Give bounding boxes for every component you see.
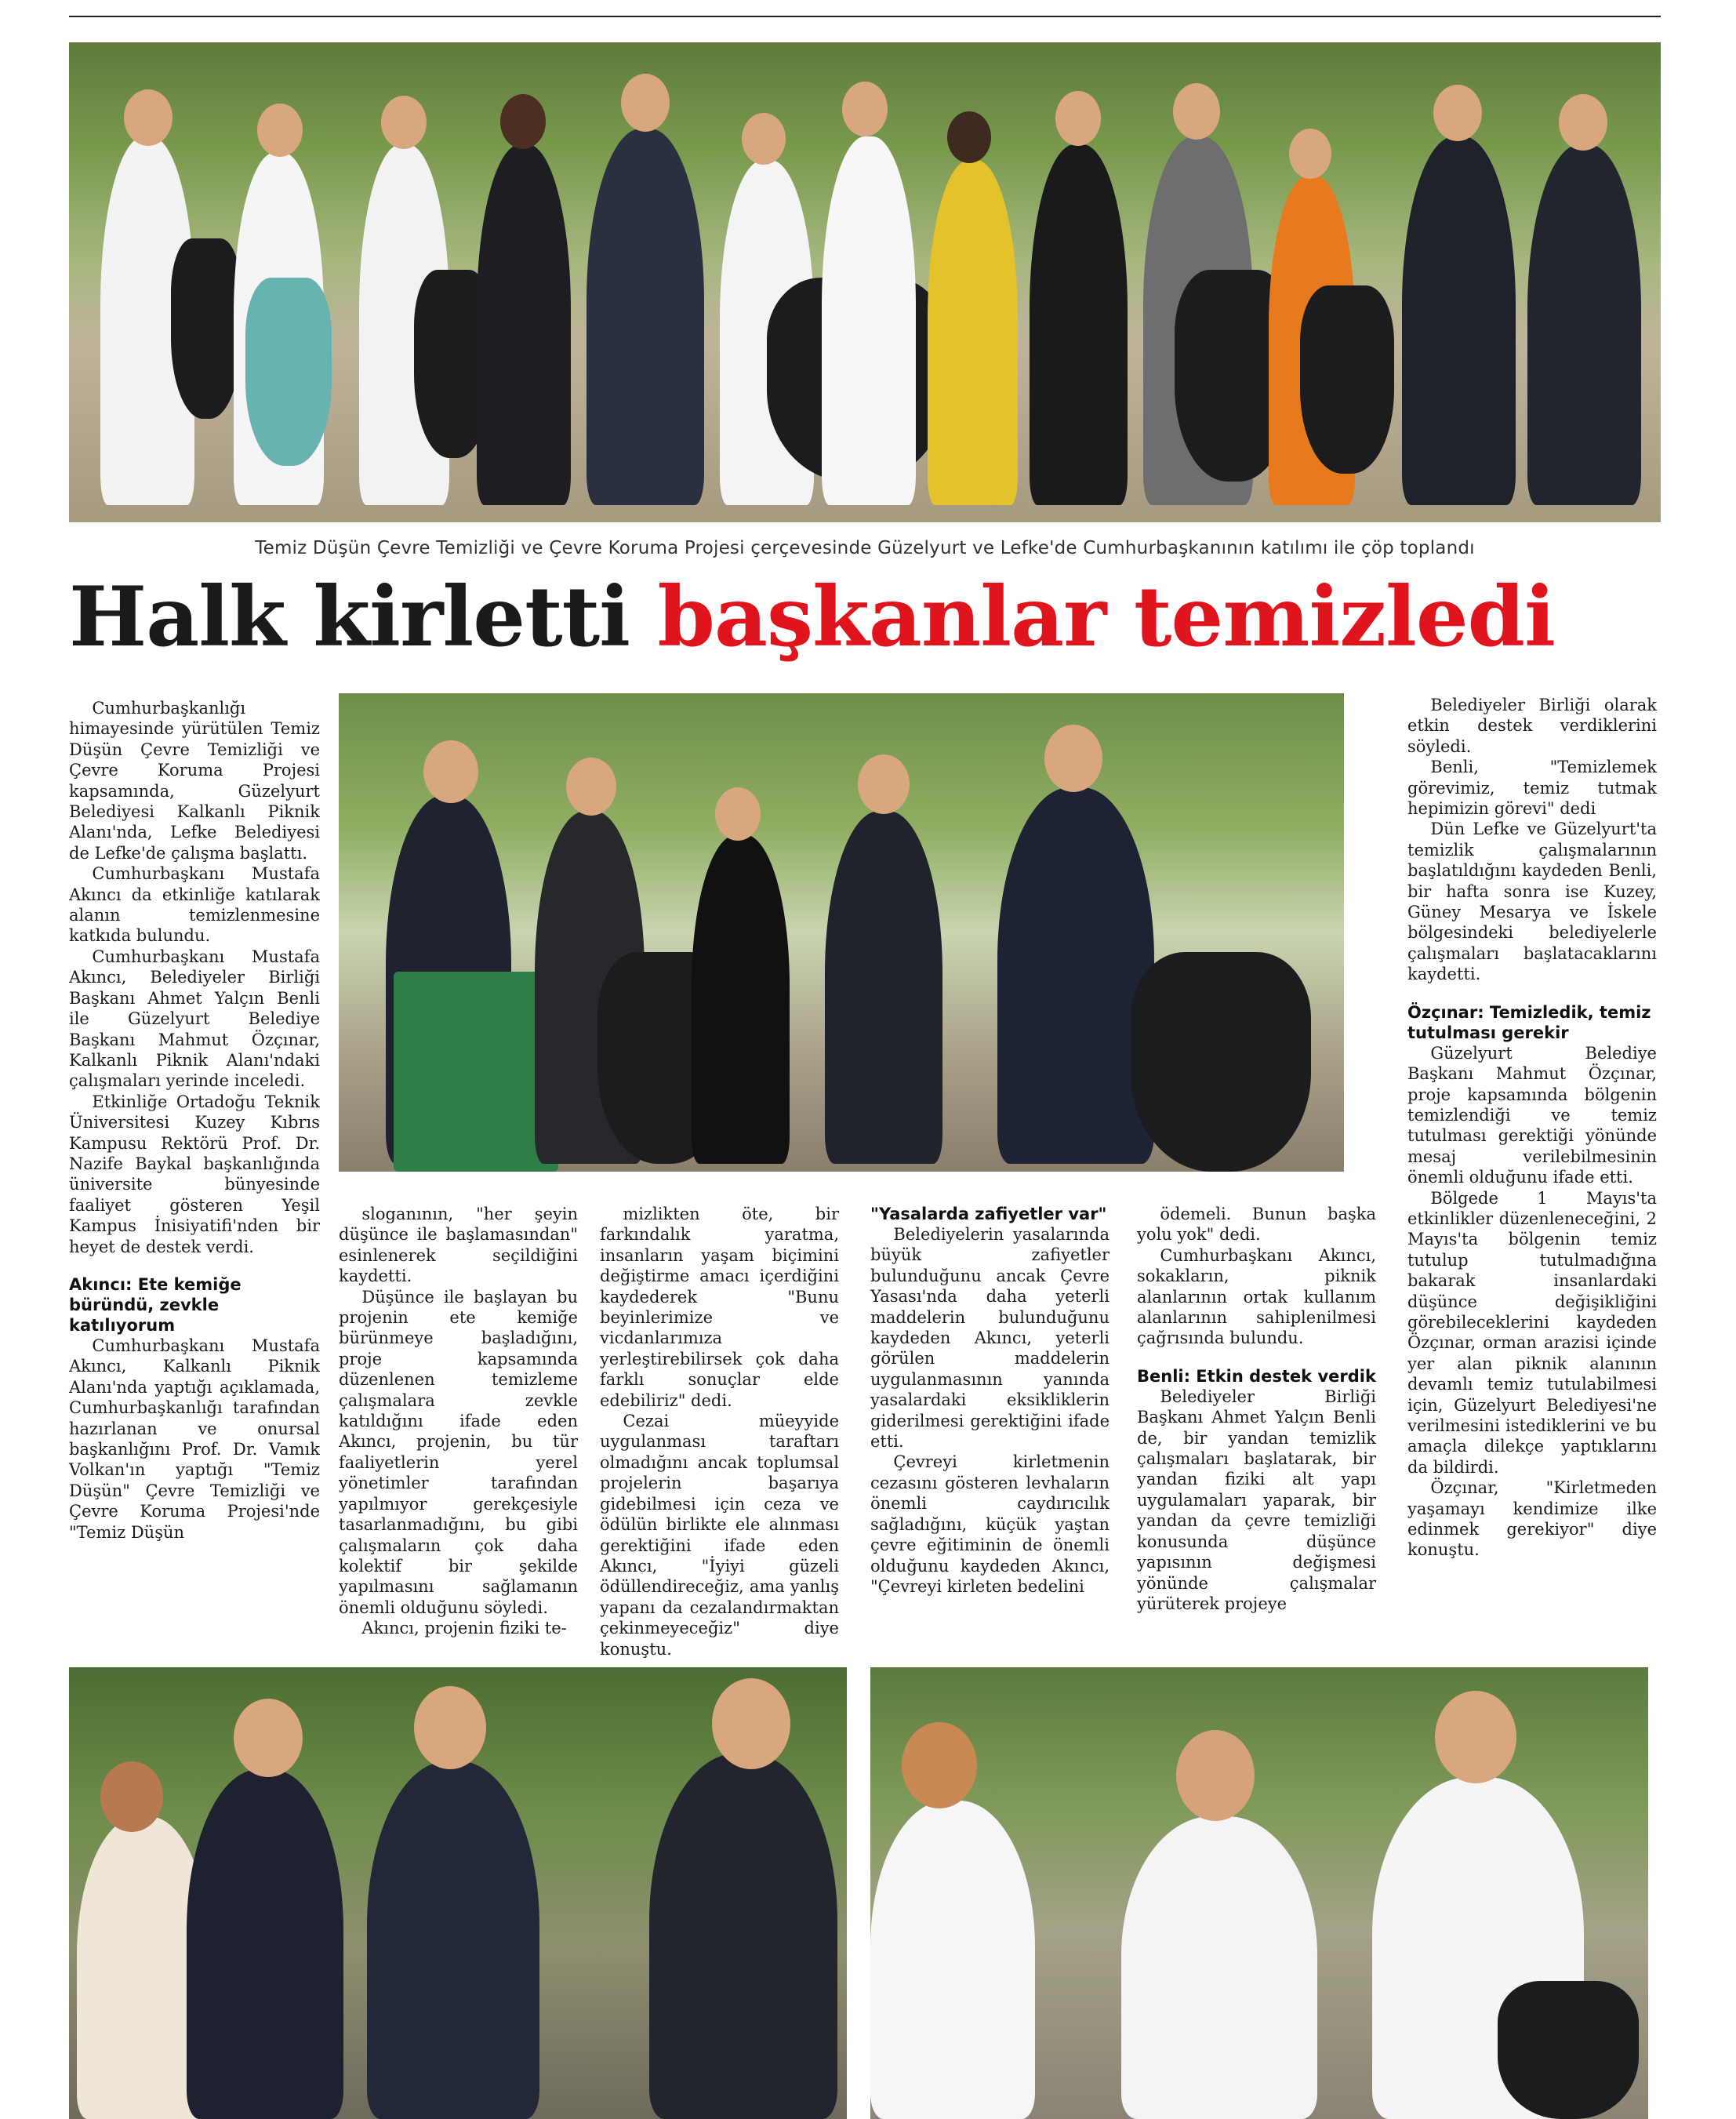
headline-part-black: Halk kirletti bbox=[69, 568, 630, 665]
photo-group bbox=[69, 42, 1661, 522]
photo-figure bbox=[1121, 1816, 1317, 2119]
article-paragraph: Etkinliğe Ortadoğu Teknik Üniversitesi Kuzey Kıbrıs Kampusu Rektörü Prof. Dr. Nazife Baykal başkanlığında üniversite bünyesinde faaliyet gösteren Yeşil Kampus İnisiyatifi'nden bir heyet de destek verdi. bbox=[69, 1092, 320, 1256]
photo-figure bbox=[822, 136, 916, 505]
article-column-5 bbox=[1137, 1204, 1376, 1614]
photo-figure-head bbox=[842, 82, 888, 136]
photo-figure-head bbox=[1433, 85, 1482, 141]
photo-figure-head bbox=[1435, 1691, 1516, 1783]
photo-figure-head bbox=[414, 1686, 486, 1769]
article-column-4 bbox=[870, 1204, 1110, 1597]
photo-figure bbox=[187, 1769, 343, 2119]
article-column-6 bbox=[1407, 695, 1657, 1561]
photo-figure-head bbox=[858, 754, 910, 814]
article-paragraph: mizlikten öte, bir farkındalık yaratma, insanların yaşam biçimini değiştirme amacı içerdiğini kaydederek "Bunu beyinlerimize ve vicdanlarımıza yerleştirebilirsek çok daha farklı sonuçlar elde edebiliriz" dedi. bbox=[600, 1205, 839, 1410]
article-paragraph: Cumhurbaşkanı Mustafa Akıncı da etkinliğe katılarak alanın temizlenmesine katkıda bulundu. bbox=[69, 864, 320, 946]
photo-figure bbox=[367, 1761, 539, 2119]
photo-figure-head bbox=[715, 787, 761, 841]
photo-figure bbox=[587, 129, 704, 505]
photo-press-interview bbox=[69, 1667, 847, 2119]
article-paragraph: Cezai müeyyide uygulanması taraftarı olmadığını ancak toplumsal projelerin başarıya gidebilmesi için ceza ve ödülün birlikte ele alınması gerektiğini ifade eden Akıncı, "İyiyi güzeli ödüllendireceğiz, ama yanlış yapanı da cezalandırmaktan çekinmeyeceğiz" diye konuştu. bbox=[600, 1412, 839, 1659]
photo-officials-cleanup bbox=[339, 693, 1344, 1172]
subheading: "Yasalarda zafiyetler var" bbox=[870, 1205, 1107, 1223]
photo-figure-head bbox=[947, 111, 991, 163]
article-paragraph: Bölgede 1 Mayıs'ta etkinlikler düzenleneceğini, 2 Mayıs'ta bölgenin temiz tutulup tutulmadığına bakarak insanlardaki düşünce değişikliğini görebileceklerini kaydeden Özçınar, orman arazisi içinde yer alan piknik alanının devamlı temiz tutulabilmesi için, Güzelyurt Belediyesi'ne verilmesini istediklerini ve bu amaçla dilekçe yaptıklarını da bildirdi. bbox=[1407, 1188, 1657, 1477]
article-paragraph: Özçınar, "Kirletmeden yaşamayı kendimize ilke edinmek gerekiyor" diye konuştu. bbox=[1407, 1478, 1657, 1560]
article-paragraph: Belediyeler Birliği olarak etkin destek verdiklerini söyledi. bbox=[1407, 696, 1657, 756]
article-column-3 bbox=[600, 1204, 839, 1659]
article-paragraph: Cumhurbaşkanı Mustafa Akıncı, Belediyeler Birliği Başkanı Ahmet Yalçın Benli ile Güzelyurt Belediye Başkanı Mahmut Özçınar, Kalkanlı Piknik Alanı'ndaki çalışmaları yerinde inceledi. bbox=[69, 947, 320, 1091]
photo-figure-head bbox=[621, 74, 670, 132]
photo-figure-head bbox=[1044, 725, 1102, 792]
photo-garbage-bag bbox=[171, 238, 242, 419]
photo-figure bbox=[649, 1754, 837, 2119]
photo-garbage-bag bbox=[245, 278, 332, 466]
article-paragraph: Dün Lefke ve Güzelyurt'ta temizlik çalışmalarının başlatıldığını kaydeden Benli, bir hafta sonra ise Kuzey, Güney Mesarya ve İskele bölgesindeki belediyelerle çalışmaları başlatacaklarını kaydetti. bbox=[1407, 820, 1657, 984]
photo-figure bbox=[1030, 144, 1128, 505]
article-paragraph: Güzelyurt Belediye Başkanı Mahmut Özçınar, proje kapsamında bölgenin temizlendiği ve temiz tutulması gerektiği yönünde mesaj verilebilmesinin önemli olduğunu ifade etti. bbox=[1407, 1043, 1657, 1187]
headline bbox=[69, 562, 1661, 671]
photo-garbage-bag bbox=[1131, 952, 1311, 1172]
article-column-1 bbox=[69, 698, 320, 1543]
photo-figure-head bbox=[902, 1722, 977, 1808]
photo-figure-head bbox=[381, 96, 427, 149]
photo-figure-head bbox=[234, 1699, 303, 1777]
article-column-2 bbox=[339, 1204, 578, 1639]
top-rule bbox=[69, 16, 1661, 17]
photo-figure-head bbox=[1559, 94, 1607, 151]
photo-figure bbox=[1402, 136, 1516, 505]
article-paragraph: ödemeli. Bunun başka yolu yok" dedi. bbox=[1137, 1205, 1376, 1245]
subheading: Özçınar: Temizledik, temiz tutulması gerekir bbox=[1407, 1002, 1651, 1042]
photo-figure-head bbox=[566, 758, 616, 816]
photo-figure bbox=[997, 787, 1154, 1164]
article-paragraph: Benli, "Temizlemek görevimiz, temiz tutmak hepimizin görevi" dedi bbox=[1407, 758, 1657, 819]
photo-figure bbox=[692, 834, 790, 1164]
photo-figure-head bbox=[257, 104, 303, 157]
photo-figure-head bbox=[712, 1678, 790, 1769]
photo-green-bin bbox=[394, 972, 558, 1172]
photo-figure bbox=[825, 811, 942, 1164]
photo-figure-head bbox=[1289, 129, 1331, 179]
article-paragraph: sloganının, "her şeyin düşünce ile başlamasından" esinlenerek seçildiğini kaydetti. bbox=[339, 1205, 578, 1286]
article-paragraph: Cumhurbaşkanı Mustafa Akıncı, Kalkanlı Piknik Alanı'nda yaptığı açıklamada, Cumhurbaşkanlığı tarafından hazırlanan ve onursal başkanlığını Prof. Dr. Vamık Volkan'ın yaptığı "Temiz Düşün" Çevre Temizliği ve Çevre Koruma Projesi'nde "Temiz Düşün bbox=[69, 1336, 320, 1542]
photo-figure-head bbox=[124, 89, 173, 146]
photo-figure bbox=[477, 144, 571, 505]
photo-figure bbox=[928, 160, 1018, 505]
photo-figure-head bbox=[1055, 91, 1101, 146]
photo-figure-head bbox=[500, 94, 546, 149]
photo-caption: Temiz Düşün Çevre Temizliği ve Çevre Koruma Projesi çerçevesinde Güzelyurt ve Lefke'de Cumhurbaşkanının katılımı ile çöp toplandı bbox=[255, 538, 1475, 558]
article-paragraph: Belediyeler Birliği Başkanı Ahmet Yalçın Benli de, bir yandan temizlik çalışmaları başlatarak, bir yandan fiziki alt yapı uygulamaları yaparak, bir yandan da çevre temizliği konusunda düşünce yapısının değişmesi yönünde çalışmalar yürüterek projeye bbox=[1137, 1387, 1376, 1613]
photo-garbage-bag bbox=[1300, 285, 1394, 474]
photo-figure-head bbox=[1176, 1730, 1255, 1821]
article-paragraph: Düşünce ile başlayan bu projenin ete kemiğe bürünmeye başladığını, proje kapsamında düzenlenen temizleme çalışmalara zevkle katıldığını ifade eden Akıncı, projenin, bu tür faaliyetlerin yerel yönetimler tarafından yapılmıyor gerekçesiyle tasarlanmadığını, bu gibi çalışmaların çok daha kolektif bir şekilde yapılmasını sağlamanın önemli olduğunu söyledi. bbox=[339, 1287, 578, 1617]
article-paragraph: Akıncı, projenin fiziki te- bbox=[361, 1619, 567, 1638]
photo-figure bbox=[870, 1801, 1035, 2119]
article-paragraph: Cumhurbaşkanı Akıncı, sokakların, piknik alanlarının ortak kullanım alanlarının sahiplenilmesi çağrısında bulundu. bbox=[1137, 1245, 1376, 1348]
article-paragraph: Cumhurbaşkanlığı himayesinde yürütülen Temiz Düşün Çevre Temizliği ve Çevre Koruma Projesi kapsamında, Güzelyurt Belediyesi Kalkanlı Piknik Alanı'nda, Lefke Belediyesi de Lefke'de çalışma başlattı. bbox=[69, 699, 320, 863]
article-paragraph: Çevreyi kirletmenin cezasını gösteren levhaların önemli caydırıcılık sağladığını, küçük yaştan çevre eğitiminin de önemli olduğunu kaydeden Akıncı, "Çevreyi kirleten bedelini bbox=[870, 1452, 1110, 1596]
photo-figure-head bbox=[100, 1761, 163, 1832]
subheading: Akıncı: Ete kemiğe büründü, zevkle katılıyorum bbox=[69, 1274, 242, 1335]
subheading: Benli: Etkin destek verdik bbox=[1137, 1366, 1376, 1386]
photo-figure-head bbox=[423, 740, 478, 803]
photo-garbage-bag bbox=[1498, 1981, 1639, 2119]
article-paragraph: Belediyelerin yasalarında büyük zafiyetler bulunduğunu ancak Çevre Yasası'nda daha yeterli maddelerin bulunduğunu kaydeden Akıncı, yeterli görülen maddelerin uygulanmasının yanında yasalardaki eksikliklerin giderilmesi gerektiğini ifade etti. bbox=[870, 1225, 1110, 1452]
photo-figure-head bbox=[742, 113, 786, 165]
photo-figure bbox=[1527, 144, 1641, 505]
photo-volunteers bbox=[870, 1667, 1648, 2119]
photo-figure-head bbox=[1173, 83, 1220, 140]
headline-part-red: başkanlar temizledi bbox=[657, 568, 1555, 665]
